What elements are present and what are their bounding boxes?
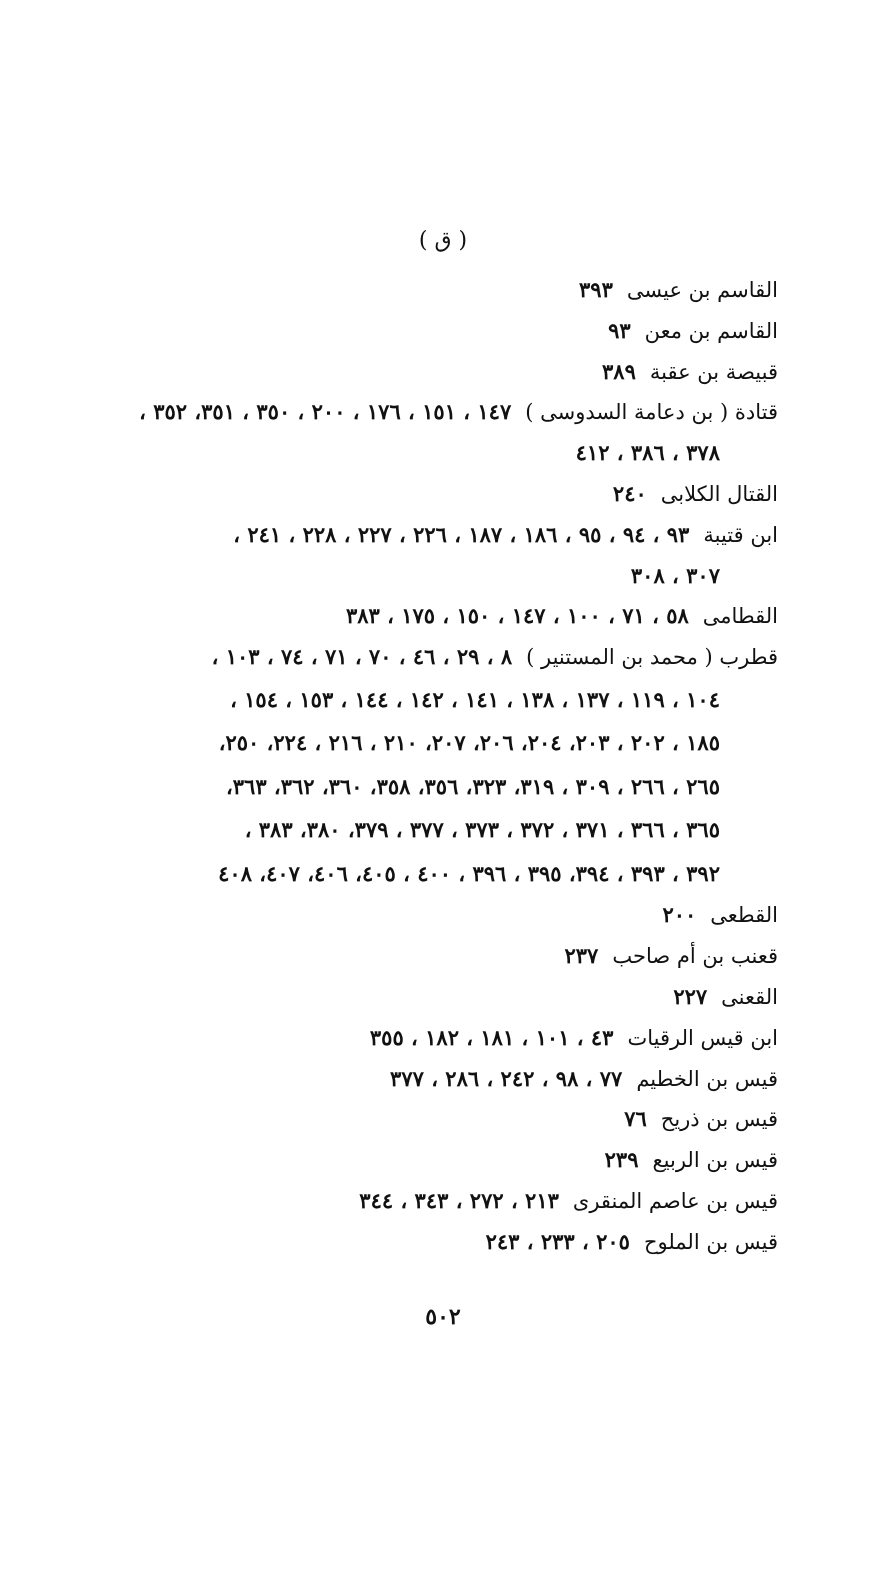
index-entry bbox=[106, 270, 778, 311]
index-entry bbox=[106, 515, 778, 597]
entry-name: قتادة ( بن دعامة السدوسى ) bbox=[525, 400, 778, 425]
entry-name: قيس بن ذريح bbox=[660, 1107, 778, 1132]
index-entry bbox=[106, 1059, 778, 1100]
entry-pages: ٩٣ ، ٩٤ ، ٩٥ ، ١٨٦ ، ١٨٧ ، ٢٢٦ ، ٢٢٧ ، ٢٢٨ ، ٢٤١ ، bbox=[233, 521, 690, 547]
entry-name: قيس بن عاصم المنقرى bbox=[572, 1189, 778, 1214]
entry-pages: ٢١٣ ، ٢٧٢ ، ٣٤٣ ، ٣٤٤ bbox=[359, 1188, 559, 1214]
index-entry bbox=[106, 637, 778, 895]
entry-name: القاسم بن معن bbox=[644, 318, 778, 343]
index-entries bbox=[106, 270, 778, 1263]
entry-continuation bbox=[106, 765, 778, 809]
entry-pages: ٧٧ ، ٩٨ ، ٢٤٢ ، ٢٨٦ ، ٣٧٧ bbox=[390, 1065, 623, 1091]
entry-line bbox=[106, 1099, 778, 1140]
entry-pages: ٥٨ ، ٧١ ، ١٠٠ ، ١٤٧ ، ١٥٠ ، ١٧٥ ، ٣٨٣ bbox=[345, 603, 689, 629]
entry-name: قيس بن الخطيم bbox=[636, 1066, 778, 1091]
entry-pages: ٢٤٠ bbox=[612, 480, 647, 506]
entry-pages: ٨ ، ٢٩ ، ٤٦ ، ٧٠ ، ٧١ ، ٧٤ ، ١٠٣ ، bbox=[211, 644, 513, 670]
entry-line bbox=[106, 1222, 778, 1263]
entry-pages: ٢٣٩ bbox=[604, 1147, 639, 1173]
entry-continuation bbox=[106, 852, 778, 896]
entry-pages: ٣٠٧ ، ٣٠٨ bbox=[630, 562, 720, 588]
entry-line bbox=[106, 1140, 778, 1181]
entry-name: قعنب بن أم صاحب bbox=[612, 944, 778, 969]
entry-name: ابن قيس الرقيات bbox=[627, 1025, 778, 1050]
index-entry bbox=[106, 977, 778, 1018]
entry-name: قيس بن الربيع bbox=[652, 1148, 778, 1173]
entry-line bbox=[106, 977, 778, 1018]
entry-name: القطامى bbox=[702, 604, 778, 629]
entry-name: قبيصة بن عقبة bbox=[649, 359, 778, 384]
entry-line bbox=[106, 392, 778, 433]
index-entry bbox=[106, 474, 778, 515]
entry-pages: ١٨٥ ، ٢٠٢ ، ٢٠٣، ٢٠٤، ٢٠٦، ٢٠٧، ٢١٠ ، ٢١٦ ، ٢٢٤، ٢٥٠، bbox=[218, 730, 720, 756]
entry-line bbox=[106, 1018, 778, 1059]
entry-pages: ٢٢٧ bbox=[673, 984, 708, 1010]
entry-continuation bbox=[106, 433, 778, 474]
entry-continuation bbox=[106, 808, 778, 852]
entry-name: القعنى bbox=[721, 985, 778, 1010]
index-entry bbox=[106, 1018, 778, 1059]
section-heading: ( ق ) bbox=[418, 228, 468, 253]
entry-pages: ٧٦ bbox=[624, 1106, 647, 1132]
entry-line bbox=[106, 270, 778, 311]
entry-line bbox=[106, 515, 778, 556]
entry-line bbox=[106, 311, 778, 352]
entry-pages: ١٤٧ ، ١٥١ ، ١٧٦ ، ٢٠٠ ، ٣٥٠ ، ٣٥١، ٣٥٢ ، bbox=[139, 399, 512, 425]
entry-pages: ٣٨٩ bbox=[602, 358, 636, 384]
entry-pages: ٩٣ bbox=[608, 317, 631, 343]
index-entry bbox=[106, 1140, 778, 1181]
index-entry bbox=[106, 352, 778, 393]
entry-line bbox=[106, 352, 778, 393]
index-entry bbox=[106, 311, 778, 352]
entry-pages: ٣٦٥ ، ٣٦٦ ، ٣٧١ ، ٣٧٢ ، ٣٧٣ ، ٣٧٧ ، ٣٧٩، ٣٨٠، ٣٨٣ ، bbox=[244, 817, 720, 843]
entry-line bbox=[106, 596, 778, 637]
entry-name: القطعى bbox=[710, 903, 778, 928]
entry-pages: ٢٦٥ ، ٢٦٦ ، ٣٠٩ ، ٣١٩، ٣٢٣، ٣٥٦، ٣٥٨، ٣٦٠، ٣٦٢، ٣٦٣، bbox=[226, 773, 720, 799]
entry-line bbox=[106, 1059, 778, 1100]
page-number: ٥٠٢ bbox=[425, 1304, 461, 1330]
entry-pages: ٢٣٧ bbox=[564, 943, 599, 969]
index-entry bbox=[106, 596, 778, 637]
index-entry bbox=[106, 1222, 778, 1263]
entry-name: قطرب ( محمد بن المستنير ) bbox=[526, 645, 778, 670]
entry-pages: ٢٠٠ bbox=[662, 902, 697, 928]
entry-pages: ٤٣ ، ١٠١ ، ١٨١ ، ١٨٢ ، ٣٥٥ bbox=[369, 1024, 614, 1050]
entry-line bbox=[106, 637, 778, 678]
entry-name: ابن قتيبة bbox=[703, 522, 778, 547]
entry-line bbox=[106, 474, 778, 515]
entry-pages: ٣٩٢ ، ٣٩٣ ، ٣٩٤، ٣٩٥ ، ٣٩٦ ، ٤٠٠ ، ٤٠٥، ٤٠٦، ٤٠٧، ٤٠٨ bbox=[218, 860, 720, 886]
index-entry bbox=[106, 392, 778, 474]
entry-name: قيس بن الملوح bbox=[643, 1229, 778, 1254]
entry-continuation bbox=[106, 556, 778, 597]
entry-continuation bbox=[106, 678, 778, 722]
entry-pages: ٢٠٥ ، ٢٣٣ ، ٢٤٣ bbox=[485, 1228, 630, 1254]
entry-pages: ٣٧٨ ، ٣٨٦ ، ٤١٢ bbox=[575, 440, 720, 466]
index-entry bbox=[106, 895, 778, 936]
entry-pages: ٣٩٣ bbox=[579, 277, 613, 302]
entry-line bbox=[106, 1181, 778, 1222]
entry-continuation bbox=[106, 721, 778, 765]
entry-name: القتال الكلابى bbox=[660, 481, 778, 506]
entry-line bbox=[106, 895, 778, 936]
index-entry bbox=[106, 1099, 778, 1140]
index-entry bbox=[106, 936, 778, 977]
entry-pages: ١٠٤ ، ١١٩ ، ١٣٧ ، ١٣٨ ، ١٤١ ، ١٤٢ ، ١٤٤ ، ١٥٣ ، ١٥٤ ، bbox=[230, 686, 720, 712]
entry-name: القاسم بن عيسى bbox=[626, 278, 778, 302]
index-entry bbox=[106, 1181, 778, 1222]
entry-line bbox=[106, 936, 778, 977]
